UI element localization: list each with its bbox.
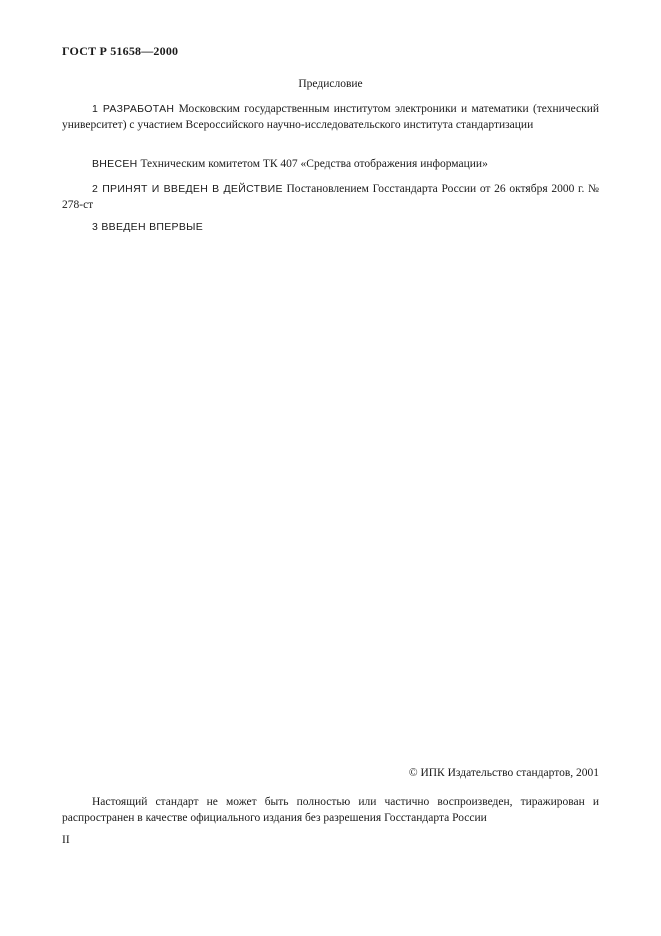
page-number: II <box>62 834 70 846</box>
preface-item-adopted <box>62 181 599 213</box>
developed-label: 1 РАЗРАБОТАН <box>92 103 175 115</box>
adopted-label: 2 ПРИНЯТ И ВВЕДЕН В ДЕЙСТВИЕ <box>92 183 283 195</box>
preface-item-introduced <box>62 156 599 172</box>
copyright-notice: © ИПК Издательство стандартов, 2001 <box>408 767 599 779</box>
first-introduced-label: 3 ВВЕДЕН ВПЕРВЫЕ <box>92 221 204 233</box>
adopted-text: Постановлением Госстандарта России от 26 октября 2000 г. № 278-ст <box>62 183 599 211</box>
preface-item-developed <box>62 101 599 133</box>
reproduction-notice: Настоящий стандарт не может быть полностью или частично воспроизведен, тиражирован и распространен в качестве официального издания без разрешения Госстандарта России <box>62 796 599 824</box>
introduced-label: ВНЕСЕН <box>92 158 138 170</box>
introduced-text: Техническим комитетом ТК 407 «Средства отображения информации» <box>137 158 488 170</box>
developed-text: Московским государственным институтом электроники и математики (технический университет) с участием Всероссийского научно-исследовательского института стандартизации <box>62 103 599 131</box>
preface-title: Предисловие <box>298 78 363 90</box>
preface-item-first-introduced <box>62 219 599 235</box>
standard-code: ГОСТ Р 51658—2000 <box>62 44 179 58</box>
